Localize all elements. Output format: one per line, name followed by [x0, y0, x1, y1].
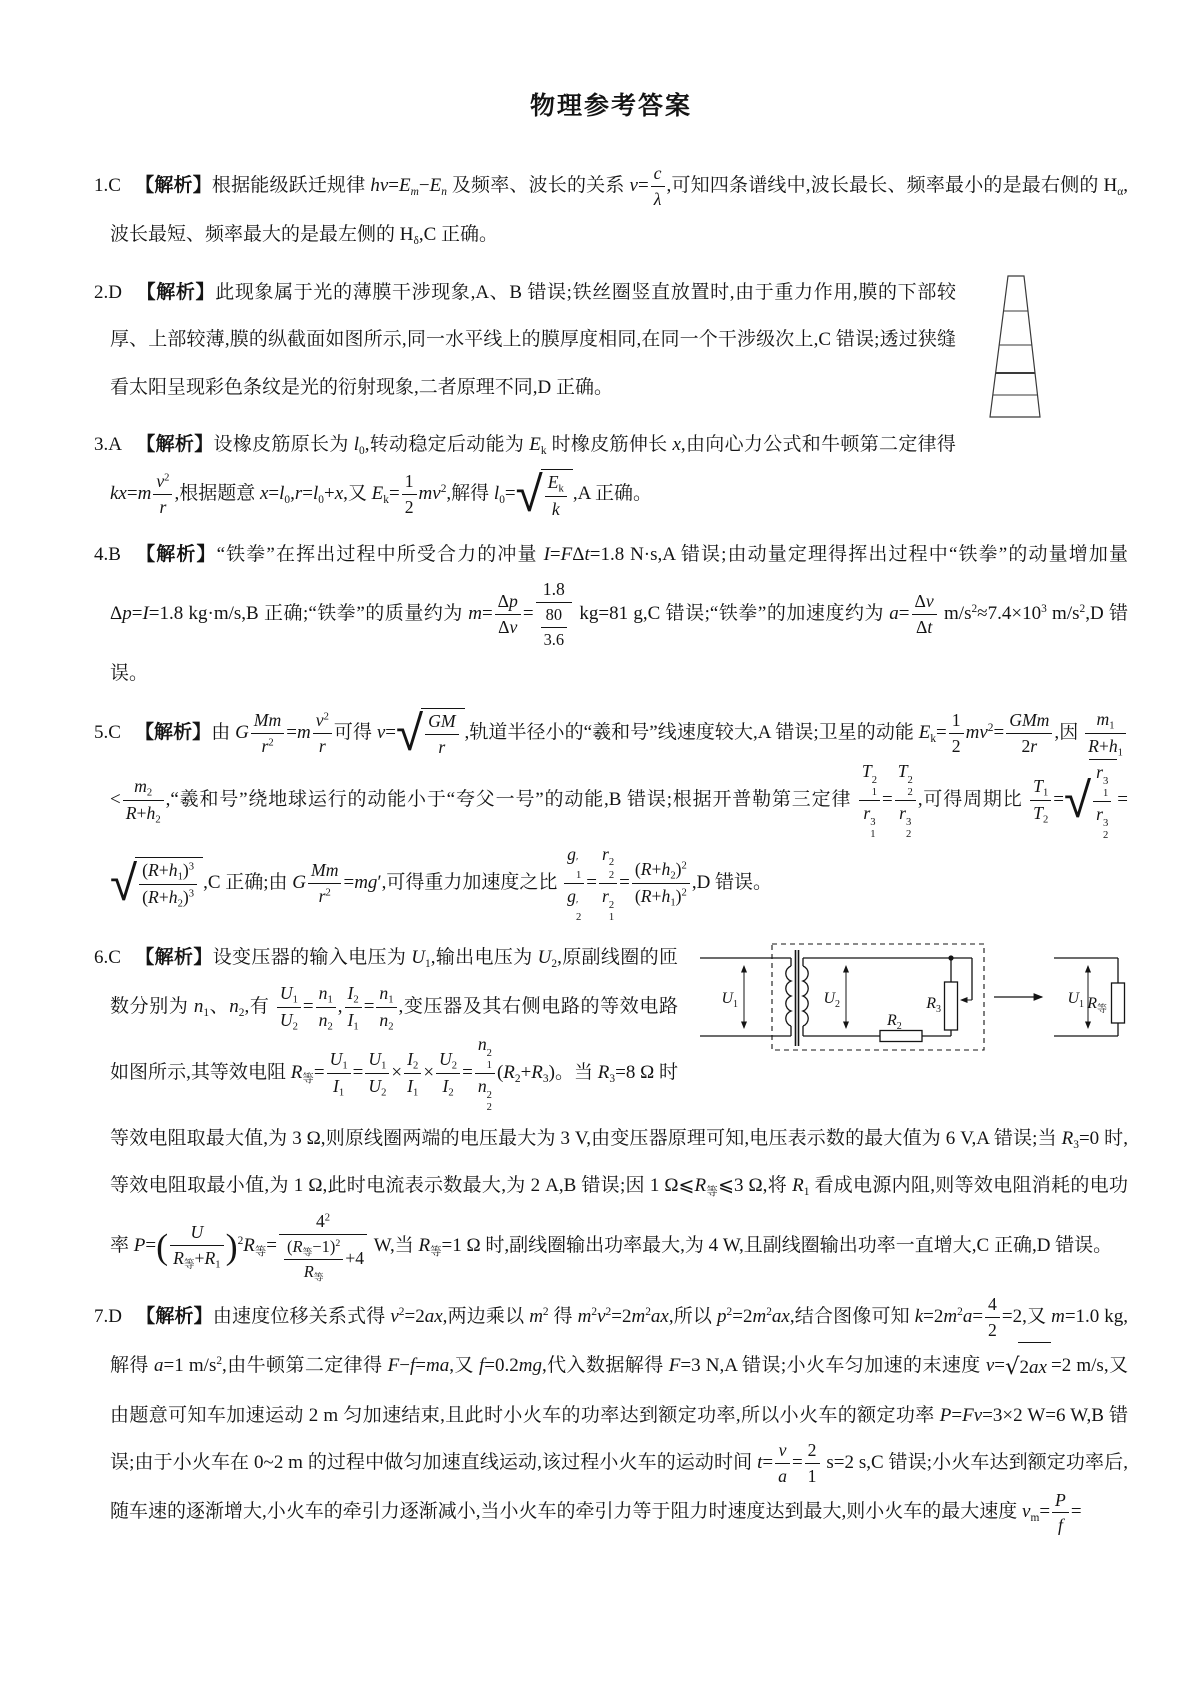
answer-number: 3.A — [94, 434, 122, 456]
analysis-label: 【解析】 — [135, 1306, 213, 1328]
equiv-resistor-label: $R_等$ — [1087, 995, 1107, 1016]
answer-text: 根据能级跃迁规律 $h\nu=E_m-E_n$ 及频率、波长的关系 ν= $\frac{c}{\lambda}$ ,可知四条谱线中,波长最长、频率最小的是最右侧的 $H_\alpha$,波长最短、频率最大的是最左侧的 $H_\delta,C$ 正确。 — [110, 163, 1128, 248]
answer-item-1 — [94, 162, 1128, 259]
resistor2-label: $R_2$ — [887, 1012, 902, 1033]
answer-number: 2.D — [94, 281, 122, 303]
thin-film-wedge-figure — [982, 273, 1046, 421]
answer-item-4 — [94, 531, 1128, 698]
answer-text: 此现象属于光的薄膜干涉现象,A、B 错误;铁丝圈竖直放置时,由于重力作用,膜的下部较厚、上部较薄,膜的纵截面如图所示,同一水平线上的膜厚度相同,在同一个干涉级次上,C 错误;透过狭缝看太阳呈现彩色条纹是光的衍射现象,二者原理不同,D 正确。 — [110, 281, 956, 398]
answers-list — [94, 162, 1128, 1537]
answer-number: 1.C — [94, 175, 121, 196]
analysis-label: 【解析】 — [134, 175, 212, 196]
secondary-voltage-label: $U_2$ — [823, 990, 840, 1011]
analysis-label: 【解析】 — [134, 947, 213, 969]
answer-item-2 — [94, 269, 1128, 412]
answer-number: 6.C — [94, 947, 121, 969]
answer-number: 7.D — [94, 1306, 122, 1328]
answer-item-5 — [94, 703, 1128, 924]
analysis-label: 【解析】 — [134, 543, 217, 565]
analysis-label: 【解析】 — [135, 434, 214, 456]
answer-item-3 — [94, 421, 1128, 524]
equiv-voltage-label: $U_1$ — [1067, 990, 1084, 1011]
analysis-label: 【解析】 — [134, 721, 212, 743]
analysis-label: 【解析】 — [135, 281, 216, 303]
answer-text: 由速度位移关系式得 $v^2=2ax$,两边乘以 $m^2$ 得 $m^2v^2=2m^2ax$,所以 $p^2=2m^2ax$,结合图像可知 $k=2m^2a=$ $\frac{4}{2}$ =2,又 m=1.0 kg,解得 a=1 $m/s^2$,由牛顿第二定律得 F−f=ma,又 f=0.2mg,代入数据解得 F=3 N,A 错误;小火车匀加速的末速度 v= √ 2ax =2 m/s,又由题意可知车加速运动 2 m 匀加速结束,且此时小火车的功率达到额定功率,所以小火车的额定功率 P=Fv=3×2 W=6 W,B 错误;由于小火车在 0~2 m 的过程中做匀加速直线运动,该过程小火车的运动时间 t= $\frac{v}{a}$ = $\frac{2}{1}$ s=2 s,C 错误;小火车达到额定功率后,随车速的逐渐增大,小火车的牵引力逐渐减小,当小火车的牵引力等于阻力时速度达到最大,则小火车的最大速度 $v_m=$ $\frac{P}{f}$ = — [110, 1294, 1129, 1536]
answer-text: 设橡皮筋原长为 $l_0$,转动稳定后动能为 $E_k$ 时橡皮筋伸长 x,由向心力公式和牛顿第二定律得 kx=m $\frac{v^2}{r}$ ,根据题意 $x=l_0,r=l_0+x$,又 $E_k=$ $\frac{1}{2}$ $mv^2$,解得 $l_0=$ √ $\frac{E_k}{k}$ ,A 正确。 — [110, 434, 956, 524]
answer-text: 设变压器的输入电压为 $U_1$,输出电压为 $U_2$,原副线圈的匝数分别为 $n_1$、$n_2$,有 $\frac{U_1}{U_2}$ = $\frac{n_1}{n_2}$ , $\frac{I_2}{I_1}$ = $\frac{n_1}{n_2}$ ,变压器及其右侧电路的等效电路如图所示,其等效电阻 $R_等=$ $\frac{U_1}{I_1}$ = $\frac{U_1}{U_2}$ × $\frac{I_2}{I_1}$ × $\frac{U_2}{I_2}$ = n 2 1 n 2 2 $(R_2+R_3)$。当 $R_3=8$ Ω 时等效电阻取最大值,为 3 Ω,则原线圈两端的电压最大为 3 V,由变压器原理可知,电压表示数的最大值为 6 V,A 错误;当 $R_3=0$ 时,等效电阻取最小值,为 1 Ω,此时电流表示数最大,为 2 A,B 错误;因 1 $\Omega⩽R_等⩽3$ Ω,将 $R_1$ 看成电源内阻,则等效电阻消耗的电功率 P=( $\frac{U}{R_等+R_1}$ )$^2R_等=$ $4^2$ $\frac{(R_等-1)^2}{R_等}$ +4 W,当 $R_等=1$ Ω 时,副线圈输出功率最大,为 4 W,且副线圈输出功率一直增大,C 正确,D 错误。 — [110, 947, 1129, 1284]
answer-text: 由 G $\frac{Mm}{r^2}$ =m $\frac{v^2}{r}$ 可得 v= √ $\frac{GM}{r}$ ,轨道半径小的“羲和号”线速度较大,A 错误;卫星的动能 $E_k=$ $\frac{1}{2}$ $mv^2=$ $\frac{\text{GMm}}{2r}$ ,因 $\frac{m_1}{R+h_1}$ < $\frac{m_2}{R+h_2}$ ,“羲和号”绕地球运行的动能小于“夸父一号”的动能,B 错误;根据开普勒第三定律 T 2 1 r 3 1 = T 2 2 r 3 2 ,可得周期比 $\frac{T_1}{T_2}$ = √ r 3 1 r 3 2 = √ $\frac{(R+h_1)^3}{(R+h_2)^3}$ ,C 正确;由 G $\frac{Mm}{r^2}$ =mg′,可得重力加速度之比 g ′ 1 g ′ 2 = r 2 2 r 2 1 = $\frac{(R+h_2)^2}{(R+h_1)^2}$ ,D 错误。 — [110, 703, 1128, 923]
primary-voltage-label: $U_1$ — [721, 990, 738, 1011]
answer-number: 4.B — [94, 543, 121, 565]
page-title: 物理参考答案 — [529, 93, 692, 120]
answer-item-7 — [94, 1293, 1128, 1537]
resistor3-label: $R_3$ — [926, 995, 941, 1016]
transformer-equivalent-circuit-figure — [694, 936, 1128, 1060]
answer-text: “铁拳”在挥出过程中所受合力的冲量 I=FΔt=1.8 N·s,A 错误;由动量定理得挥出过程中“铁拳”的动量增加量 Δp=I=1.8 kg·m/s,B 正确;“铁拳”的质量约为 m= $\frac{\Delta p}{\Delta v}$ = $\frac{1.8}{\frac{80}{3.6}}$ kg=81 g,C 错误;“铁拳”的加速度约为 a= $\frac{\Delta v}{\Delta t}$ $m/s^2\approx 7.4\times 10^3$ $m/s^2,D$ 错误。 — [110, 543, 1128, 685]
answer-item-6 — [94, 934, 1128, 1283]
answer-number: 5.C — [94, 721, 121, 743]
